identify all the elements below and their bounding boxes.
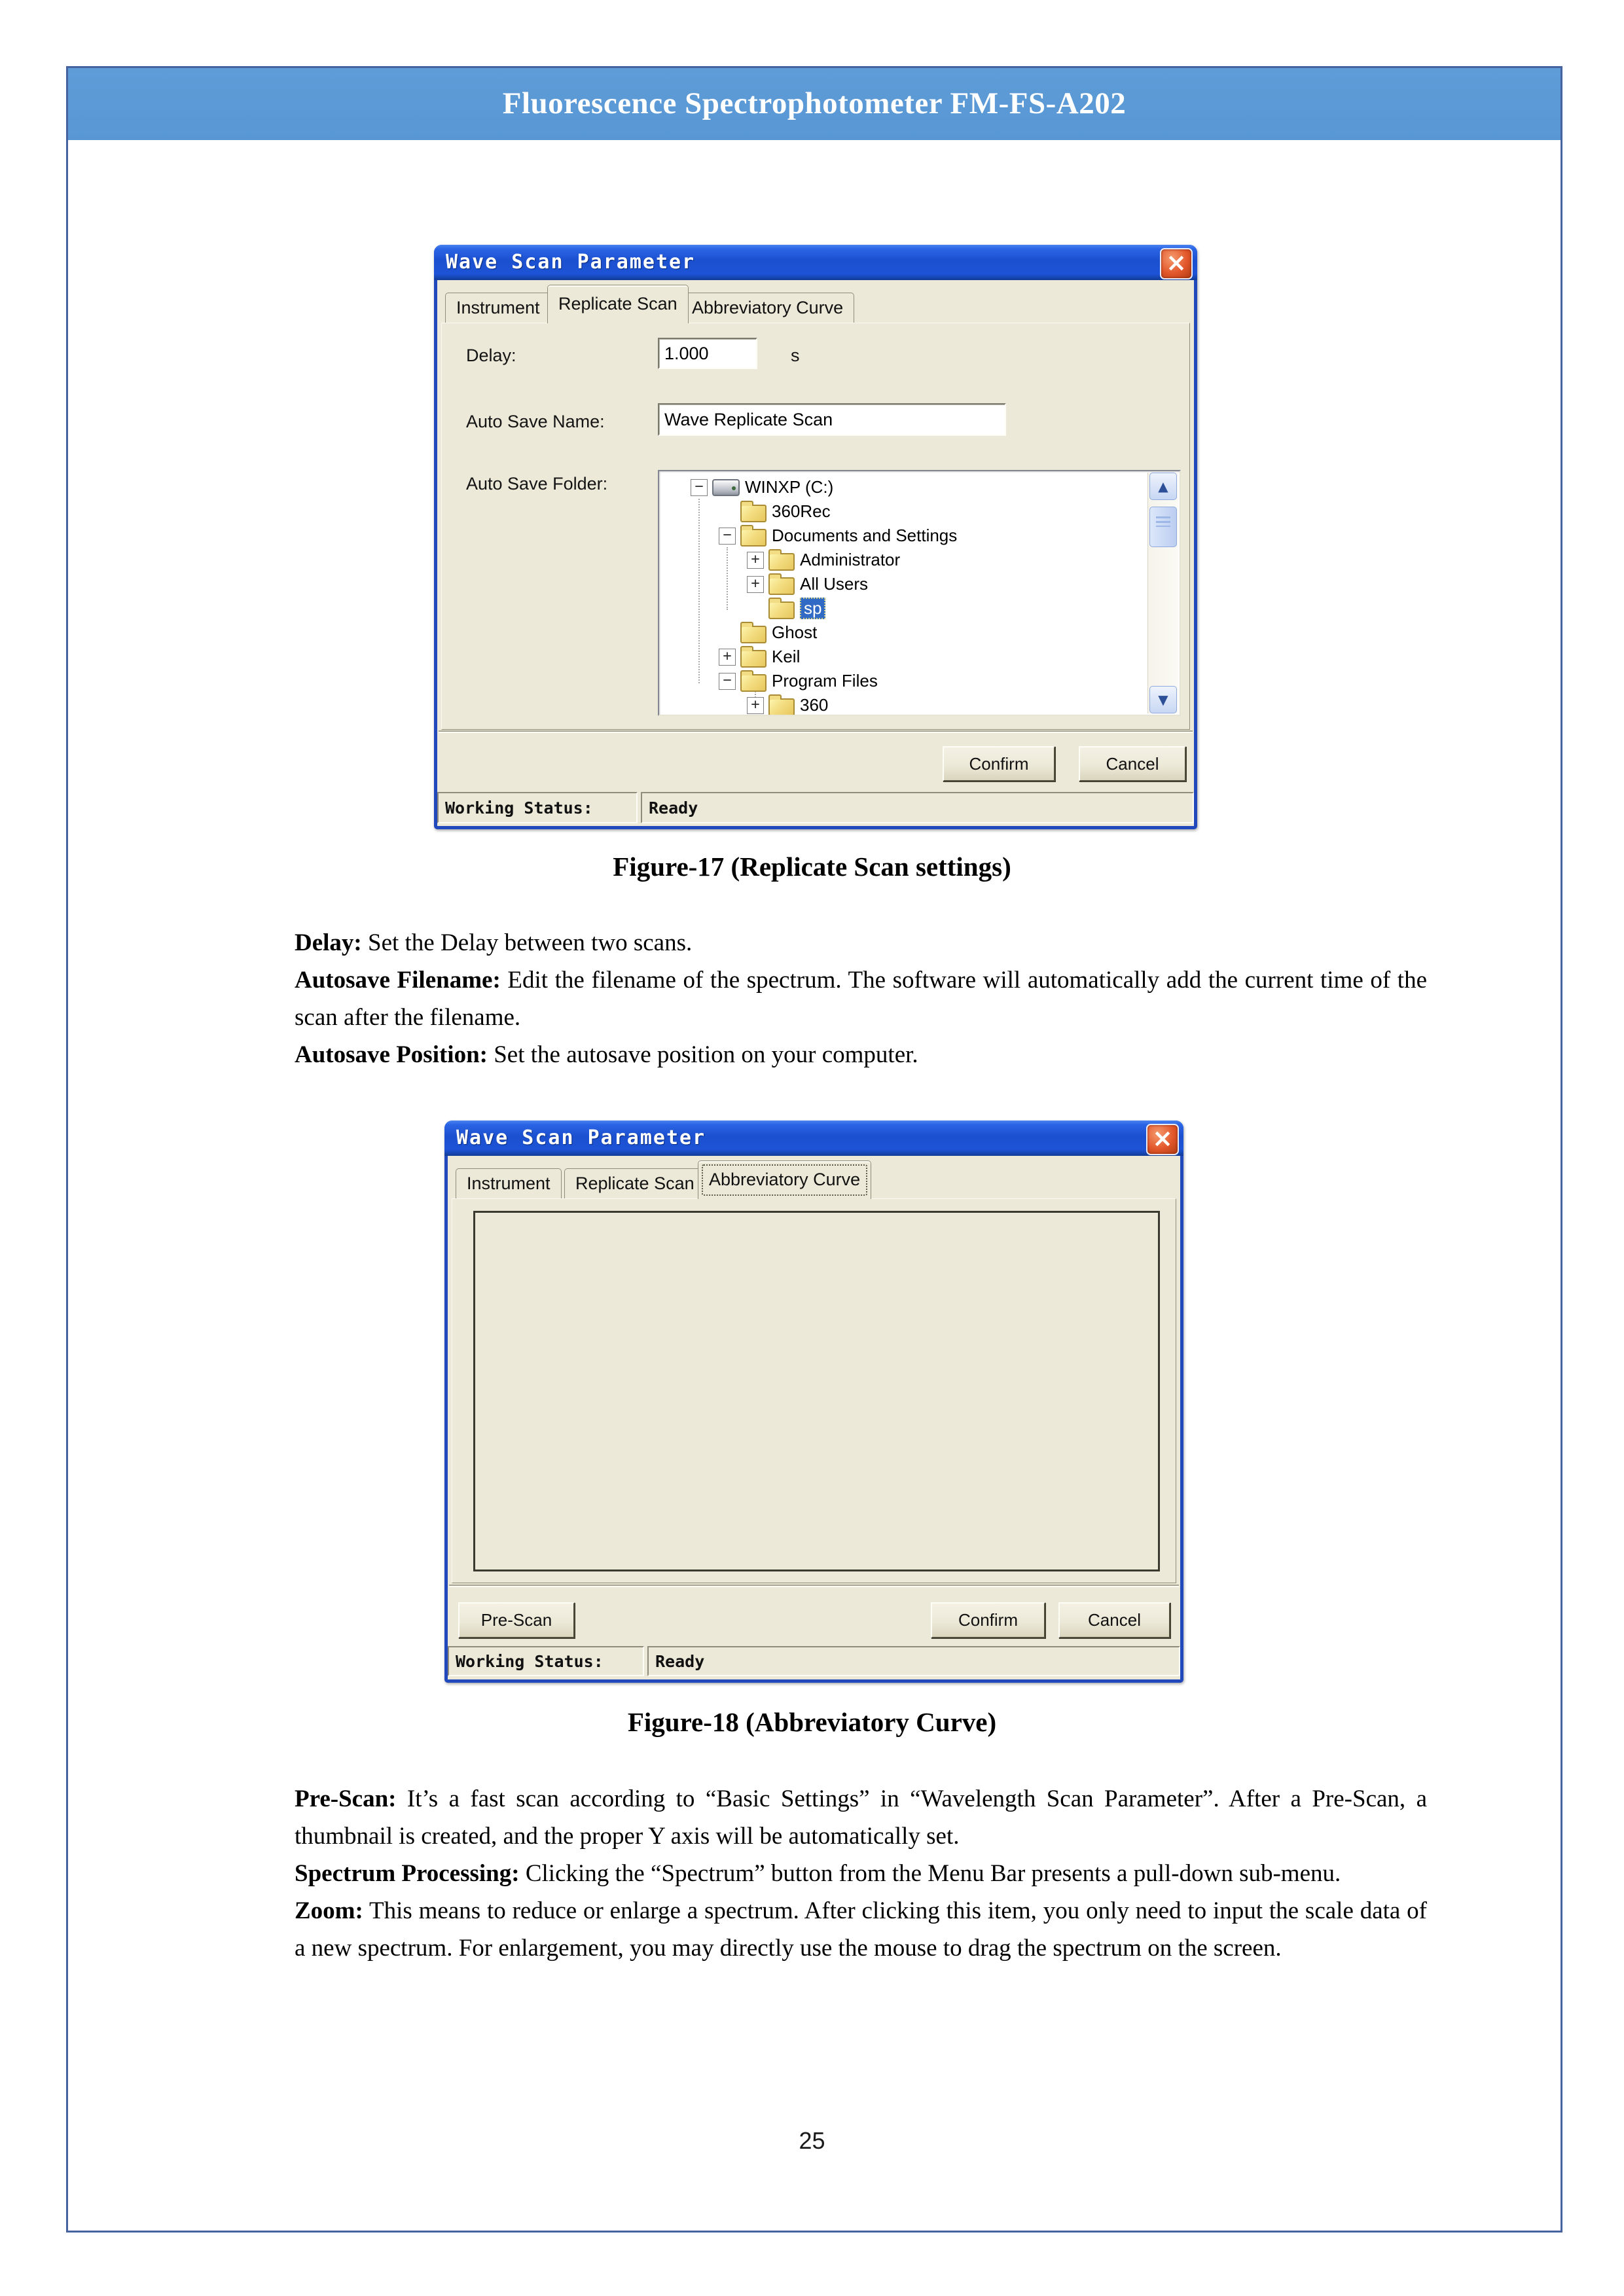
- dialog-title: Wave Scan Parameter: [456, 1126, 706, 1149]
- folder-icon: [740, 674, 767, 692]
- cancel-button[interactable]: Cancel: [1079, 746, 1186, 781]
- tree-expand-icon[interactable]: +: [719, 649, 736, 666]
- tree-item-360rec[interactable]: [659, 499, 831, 524]
- paragraph-text: It’s a fast scan according to “Basic Settings” in “Wavelength Scan Parameter”. After a Pre-Scan, a thumbnail is created, and the proper Y axis will be automatically set.: [295, 1785, 1427, 1850]
- confirm-button[interactable]: Confirm: [931, 1602, 1045, 1638]
- folder-icon: [768, 577, 795, 595]
- tree-item-keil[interactable]: [659, 645, 800, 669]
- tree-item-label-selected[interactable]: sp: [800, 598, 825, 619]
- separator: [439, 730, 1193, 733]
- tree-item-sp[interactable]: [659, 596, 825, 620]
- tree-expand-icon[interactable]: +: [747, 697, 764, 714]
- tree-item-label[interactable]: Ghost: [772, 622, 818, 642]
- dialog-title: Wave Scan Parameter: [446, 251, 696, 274]
- paragraph-text: Clicking the “Spectrum” button from the Menu Bar presents a pull-down sub-menu.: [519, 1860, 1341, 1887]
- folder-icon: [768, 698, 795, 716]
- folder-icon: [740, 626, 767, 643]
- folder-icon: [740, 505, 767, 522]
- status-value: Ready: [641, 792, 1194, 823]
- dialog-titlebar[interactable]: [434, 245, 1197, 280]
- autosave-name-label: Auto Save Name:: [466, 412, 605, 431]
- paragraph-lead: Pre-Scan:: [295, 1785, 397, 1812]
- tree-item-administrator[interactable]: [659, 548, 900, 572]
- scroll-up-icon[interactable]: ▲: [1149, 473, 1177, 500]
- tree-item-label[interactable]: Program Files: [772, 671, 878, 691]
- paragraph: [295, 1036, 1427, 1073]
- tree-scrollbar[interactable]: [1147, 473, 1178, 713]
- delay-label: Delay:: [466, 346, 516, 365]
- dialog-titlebar[interactable]: [444, 1121, 1183, 1156]
- figure17-caption: Figure-17 (Replicate Scan settings): [613, 852, 1011, 882]
- paragraph-text: Set the autosave position on your computer.: [487, 1041, 918, 1068]
- page-title: Fluorescence Spectrophotometer FM-FS-A202: [502, 86, 1127, 120]
- drive-icon: [712, 479, 740, 496]
- page-number: 25: [799, 2127, 825, 2154]
- tree-item-label[interactable]: Keil: [772, 647, 801, 666]
- tab-replicate-scan[interactable]: Replicate Scan: [564, 1168, 706, 1199]
- wave-scan-parameter-dialog-2: [444, 1121, 1183, 1683]
- folder-icon: [768, 601, 795, 619]
- dialog-body: [437, 280, 1194, 826]
- confirm-button[interactable]: Confirm: [943, 746, 1055, 781]
- tab-strip: [437, 280, 1194, 323]
- wave-scan-parameter-dialog-1: [434, 245, 1197, 829]
- tree-expand-icon[interactable]: +: [747, 552, 764, 569]
- tree-item-label[interactable]: Documents and Settings: [772, 526, 958, 545]
- paragraph-lead: Autosave Position:: [295, 1041, 488, 1068]
- autosave-folder-label: Auto Save Folder:: [466, 474, 608, 493]
- tab-instrument[interactable]: Instrument: [456, 1168, 562, 1199]
- status-value: Ready: [647, 1646, 1180, 1676]
- tree-item-all-users[interactable]: [659, 572, 868, 596]
- header-band: [68, 68, 1561, 140]
- paragraph: [295, 1780, 1427, 1855]
- close-icon[interactable]: ×: [1146, 1124, 1179, 1155]
- paragraph: [295, 1892, 1427, 1967]
- scrollbar-thumb[interactable]: [1149, 507, 1177, 547]
- tab-instrument[interactable]: Instrument: [445, 293, 551, 323]
- status-bar: [437, 792, 1194, 823]
- tab-focus-rectangle: [702, 1164, 867, 1196]
- dialog-body: [448, 1156, 1180, 1679]
- paragraph: [295, 924, 1427, 961]
- tree-item-label[interactable]: 360: [800, 695, 829, 715]
- tree-collapse-icon[interactable]: −: [691, 479, 708, 496]
- folder-icon: [768, 553, 795, 571]
- tree-item-label[interactable]: All Users: [800, 574, 869, 594]
- autosave-folder-tree[interactable]: [658, 470, 1181, 716]
- tree-item-360[interactable]: [659, 693, 828, 716]
- paragraph-lead: Spectrum Processing:: [295, 1860, 520, 1887]
- tree-item-program-files[interactable]: [659, 669, 878, 693]
- cancel-button[interactable]: Cancel: [1058, 1602, 1170, 1638]
- paragraph: [295, 1855, 1427, 1892]
- curve-preview-area: [473, 1211, 1160, 1571]
- paragraph-lead: Zoom:: [295, 1897, 363, 1924]
- close-icon[interactable]: ×: [1160, 248, 1193, 279]
- tab-abbreviatory-curve[interactable]: Abbreviatory Curve: [681, 293, 854, 323]
- tree-item-label[interactable]: WINXP (C:): [745, 477, 834, 497]
- tree-expand-icon[interactable]: +: [747, 576, 764, 593]
- status-label: Working Status:: [448, 1646, 644, 1676]
- tree-collapse-icon[interactable]: −: [719, 673, 736, 690]
- tree-item-documents-and-settings[interactable]: [659, 524, 957, 548]
- paragraph-block-bottom: [295, 1780, 1427, 1967]
- tree-item-winxp[interactable]: [659, 475, 833, 499]
- scroll-down-icon[interactable]: ▼: [1149, 686, 1177, 713]
- paragraph-text: Set the Delay between two scans.: [361, 929, 693, 956]
- paragraph-text: Edit the filename of the spectrum. The software will automatically add the current time of the scan after the filename.: [295, 967, 1427, 1031]
- delay-input[interactable]: [658, 338, 757, 369]
- tree-item-label[interactable]: Administrator: [800, 550, 901, 569]
- autosave-name-input[interactable]: [658, 403, 1006, 436]
- pre-scan-button[interactable]: Pre-Scan: [458, 1602, 575, 1638]
- figure18-caption: Figure-18 (Abbreviatory Curve): [627, 1707, 997, 1737]
- folder-icon: [740, 650, 767, 668]
- status-label: Working Status:: [437, 792, 638, 823]
- tab-strip: [448, 1156, 1180, 1199]
- paragraph-lead: Delay:: [295, 929, 362, 956]
- delay-unit: s: [791, 346, 800, 365]
- tab-replicate-scan[interactable]: Replicate Scan: [547, 285, 689, 323]
- tree-collapse-icon[interactable]: −: [719, 528, 736, 545]
- tab-abbreviatory-curve[interactable]: Abbreviatory Curve: [698, 1160, 871, 1199]
- status-bar: [448, 1646, 1180, 1676]
- paragraph-block-mid: [295, 924, 1427, 1073]
- paragraph-text: This means to reduce or enlarge a spectrum. After clicking this item, you only need to input the scale data of a new spectrum. For enlargement, you may directly use the mouse to drag the spectrum on the screen.: [295, 1897, 1427, 1962]
- tree-item-label[interactable]: 360Rec: [772, 501, 831, 521]
- folder-icon: [740, 529, 767, 547]
- separator: [449, 1585, 1179, 1587]
- paragraph: [295, 961, 1427, 1036]
- tree-item-ghost[interactable]: [659, 620, 817, 645]
- paragraph-lead: Autosave Filename:: [295, 967, 501, 994]
